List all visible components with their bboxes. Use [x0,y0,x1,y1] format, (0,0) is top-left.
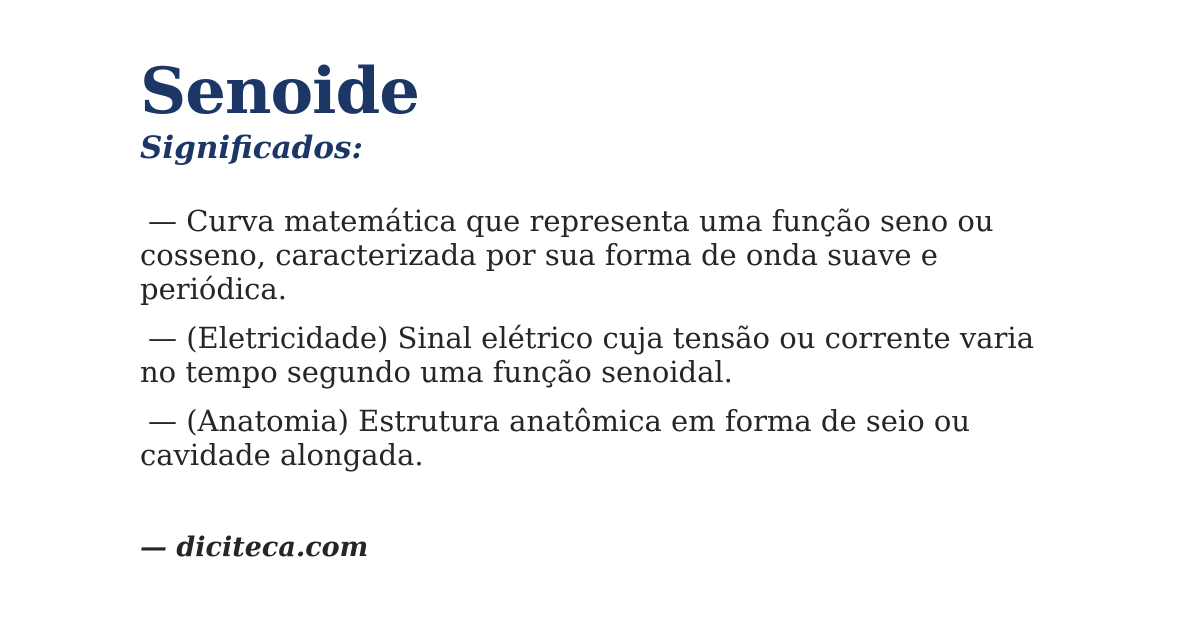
definition-item: — Curva matemática que representa uma função seno ou cosseno, caracterizada por sua forma de onda suave e periódica. [140,204,994,306]
word-title: Senoide [140,54,419,129]
definitions-list [140,204,1065,472]
meanings-subtitle: Significados: [140,130,363,166]
definition-item: — (Eletricidade) Sinal elétrico cuja tensão ou corrente varia no tempo segundo uma função senoidal. [140,321,1034,389]
source-attribution: — diciteca.com [140,532,369,563]
definition-item: — (Anatomia) Estrutura anatômica em forma de seio ou cavidade alongada. [140,404,971,472]
